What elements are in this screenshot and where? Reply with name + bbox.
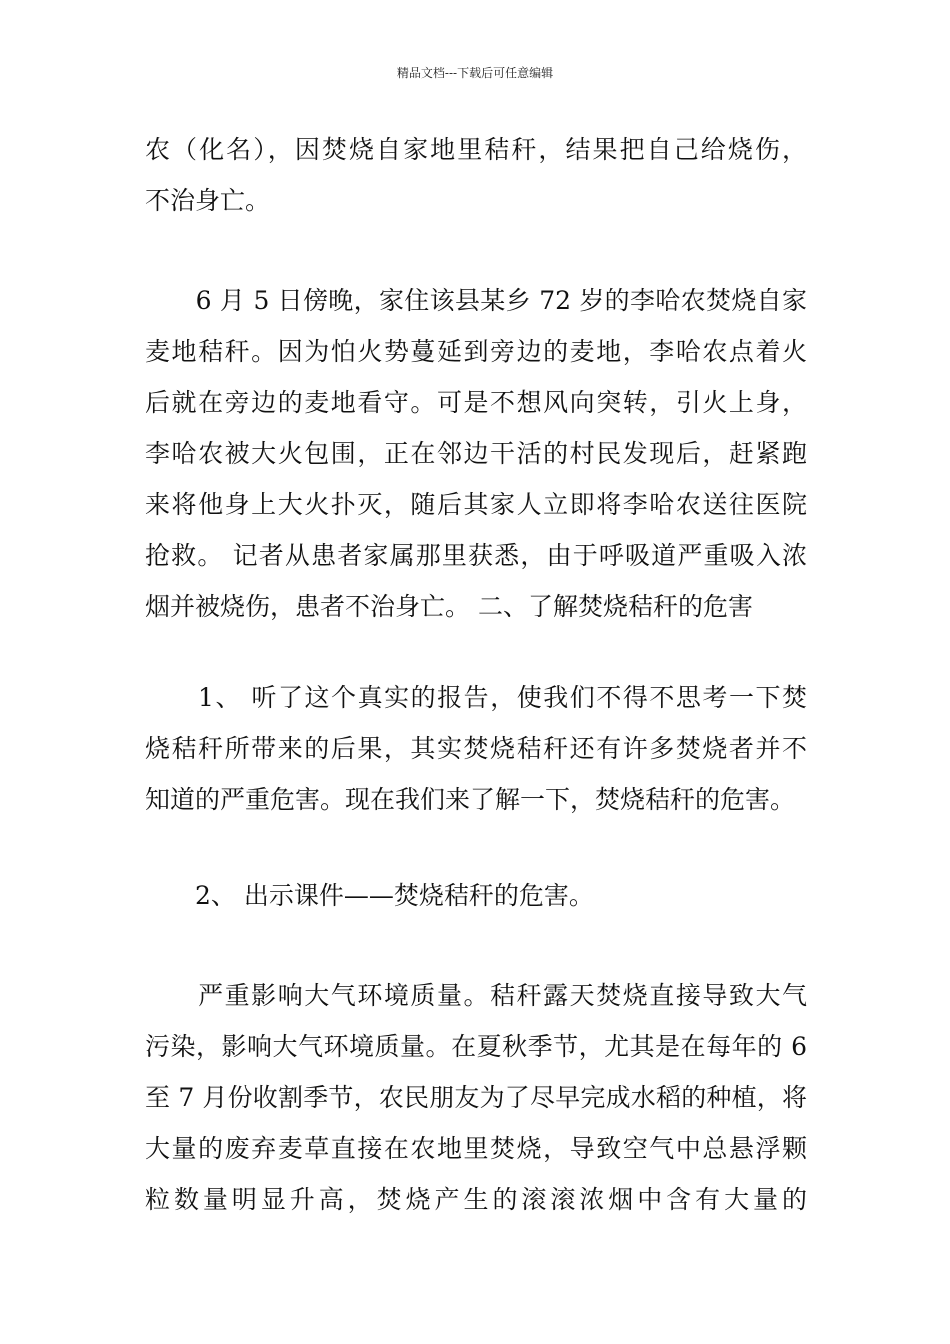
paragraph-4 [145, 870, 807, 921]
paragraph-2 [145, 275, 807, 632]
text-line: 李哈农被大火包围，正在邻边干活的村民发现后，赶紧跑 [145, 439, 807, 468]
text-line: 严重影响大气环境质量。秸秆露天焚烧直接导致大气 [145, 981, 807, 1010]
text-line: 1、 听了这个真实的报告，使我们不得不思考一下焚 [145, 683, 807, 712]
text-line: 农（化名），因焚烧自家地里秸秆，结果把自己给烧伤， [145, 135, 807, 164]
text-line: 至 7 月份收割季节，农民朋友为了尽早完成水稻的种植，将 [145, 1083, 807, 1112]
page-header: 精品文档---下载后可任意编辑 [396, 66, 554, 80]
paragraph-3 [145, 672, 807, 825]
text-line: 抢救。 记者从患者家属那里获悉，由于呼吸道严重吸入浓 [145, 541, 807, 570]
text-line: 污染，影响大气环境质量。在夏秋季节，尤其是在每年的 6 [145, 1032, 807, 1061]
text-line: 烟并被烧伤，患者不治身亡。 二、了解焚烧秸秆的危害 [145, 592, 753, 621]
text-line: 烧秸秆所带来的后果，其实焚烧秸秆还有许多焚烧者并不 [145, 734, 807, 763]
text-line: 大量的废弃麦草直接在农地里焚烧，导致空气中总悬浮颗 [145, 1134, 807, 1163]
text-line: 来将他身上大火扑灭，随后其家人立即将李哈农送往医院 [145, 490, 807, 519]
text-line: 知道的严重危害。现在我们来了解一下，焚烧秸秆的危害。 [145, 785, 796, 814]
text-line: 不治身亡。 [145, 186, 271, 215]
text-line: 6 月 5 日傍晚，家住该县某乡 72 岁的李哈农焚烧自家 [145, 286, 807, 315]
text-line: 粒数量明显升高，焚烧产生的滚滚浓烟中含有大量的 [145, 1185, 807, 1214]
text-line: 后就在旁边的麦地看守。可是不想风向突转，引火上身， [145, 388, 807, 417]
text-line: 2、 出示课件——焚烧秸秆的危害。 [145, 881, 594, 910]
paragraph-1 [145, 124, 807, 226]
text-line: 麦地秸秆。因为怕火势蔓延到旁边的麦地，李哈农点着火 [145, 337, 807, 366]
paragraph-5 [145, 970, 807, 1225]
